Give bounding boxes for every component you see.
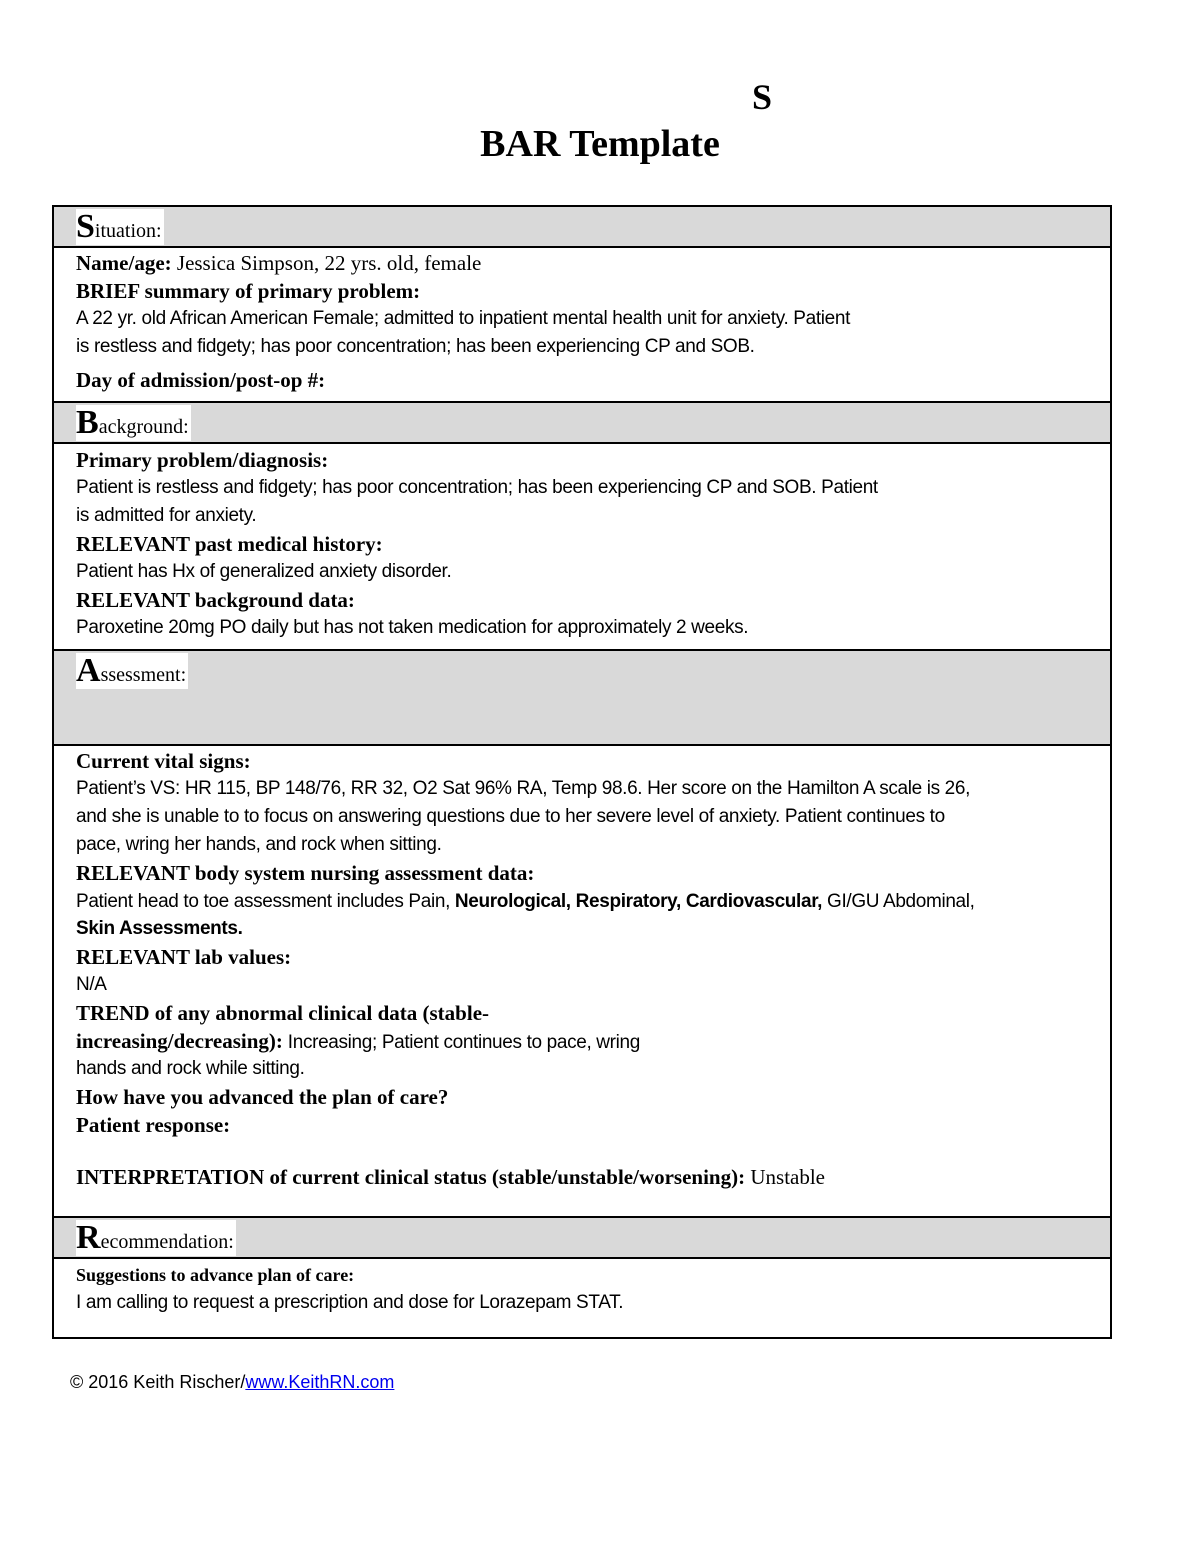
brief-summary-label: BRIEF summary of primary problem: [76,279,421,303]
primary-problem-line-2: is admitted for anxiety. [76,505,257,526]
recommendation-header-label: Recommendation: [76,1219,234,1256]
footer-copyright: © 2016 Keith Rischer/www.KeithRN.com [70,1372,395,1392]
trend-label-line-1: TREND of any abnormal clinical data (stable- [76,1001,490,1025]
background-header [54,403,1110,444]
vital-signs-line-1: Patient’s VS: HR 115, BP 148/76, RR 32, O2 Sat 96% RA, Temp 98.6. Her score on the Hamilton A scale is 26, [76,778,971,799]
situation-body [54,248,1110,403]
primary-problem-line-1: Patient is restless and fidgety; has poor concentration; has been experiencing CP and SOB. Patient [76,477,878,498]
medical-history-value: Patient has Hx of generalized anxiety disorder. [76,561,452,582]
recommendation-body [54,1259,1110,1337]
skin-assessment-text: Skin Assessments. [76,918,243,939]
brief-summary-line-2: is restless and fidgety; has poor concentration; has been experiencing CP and SOB. [76,336,755,357]
brief-summary-line-1: A 22 yr. old African American Female; admitted to inpatient mental health unit for anxiety. Patient [76,308,851,329]
name-age-value: Jessica Simpson, 22 yrs. old, female [171,251,482,275]
trend-value-line-2: hands and rock while sitting. [76,1058,305,1079]
body-system-label: RELEVANT body system nursing assessment data: [76,861,535,885]
assessment-body: Current vital signs: Patient’s VS: HR 115, BP 148/76, RR 32, O2 Sat 96% RA, Temp 98.6. Her score on the Hamilton A scale is 26, and she is unable to to focus on answering questions due to her severe level of anxiety. Patient continues to pace, wring her hands, and rock when sitting. RELEVANT body system nursing assessment data: Patient head to toe assessment includes Pain, Neurological, Respiratory, Cardiovascular, GI/GU Abdominal, Skin Assessments. RELEVANT lab values: N/A TREND of any abnormal clinical data (stable- increasing/decreasing): Increasing; Patient continues to pace, wring hands and rock while sitting. How have you advanced the plan of care? Patient response: INTERPRETATION of current clinical status (stable/unstable/worsening): Unstable [54,746,1110,1218]
recommendation-header [54,1218,1110,1259]
assessment-header [54,651,1110,746]
name-age-label: Name/age: [76,251,172,275]
lab-values-label: RELEVANT lab values: [76,945,292,969]
background-body [54,444,1110,651]
situation-header-label: Situation: [76,208,162,245]
day-of-admission-label: Day of admission/post-op #: [76,368,326,392]
background-data-label: RELEVANT background data: [76,588,355,612]
title-s-letter: S [752,77,773,117]
sbar-table [52,205,1112,1339]
situation-header [54,207,1110,248]
vital-signs-line-3: pace, wring her hands, and rock when sitting. [76,834,442,855]
footer-link[interactable]: www.KeithRN.com [245,1372,395,1392]
vital-signs-line-2: and she is unable to to focus on answering questions due to her severe level of anxiety. Patient continues to [76,806,945,827]
plan-of-care-label: How have you advanced the plan of care? [76,1085,449,1109]
page-title: BAR Template [480,123,720,165]
background-header-label: Background: [76,404,189,441]
background-data-value: Paroxetine 20mg PO daily but has not taken medication for approximately 2 weeks. [76,617,749,638]
suggestions-label: Suggestions to advance plan of care: [76,1265,355,1285]
medical-history-label: RELEVANT past medical history: [76,532,383,556]
primary-problem-label: Primary problem/diagnosis: [76,448,329,472]
vital-signs-label: Current vital signs: [76,749,251,773]
suggestions-value: I am calling to request a prescription and dose for Lorazepam STAT. [76,1292,624,1313]
patient-response-label: Patient response: [76,1113,231,1137]
lab-values-value: N/A [76,974,107,995]
assessment-header-label: Assessment: [76,652,187,689]
